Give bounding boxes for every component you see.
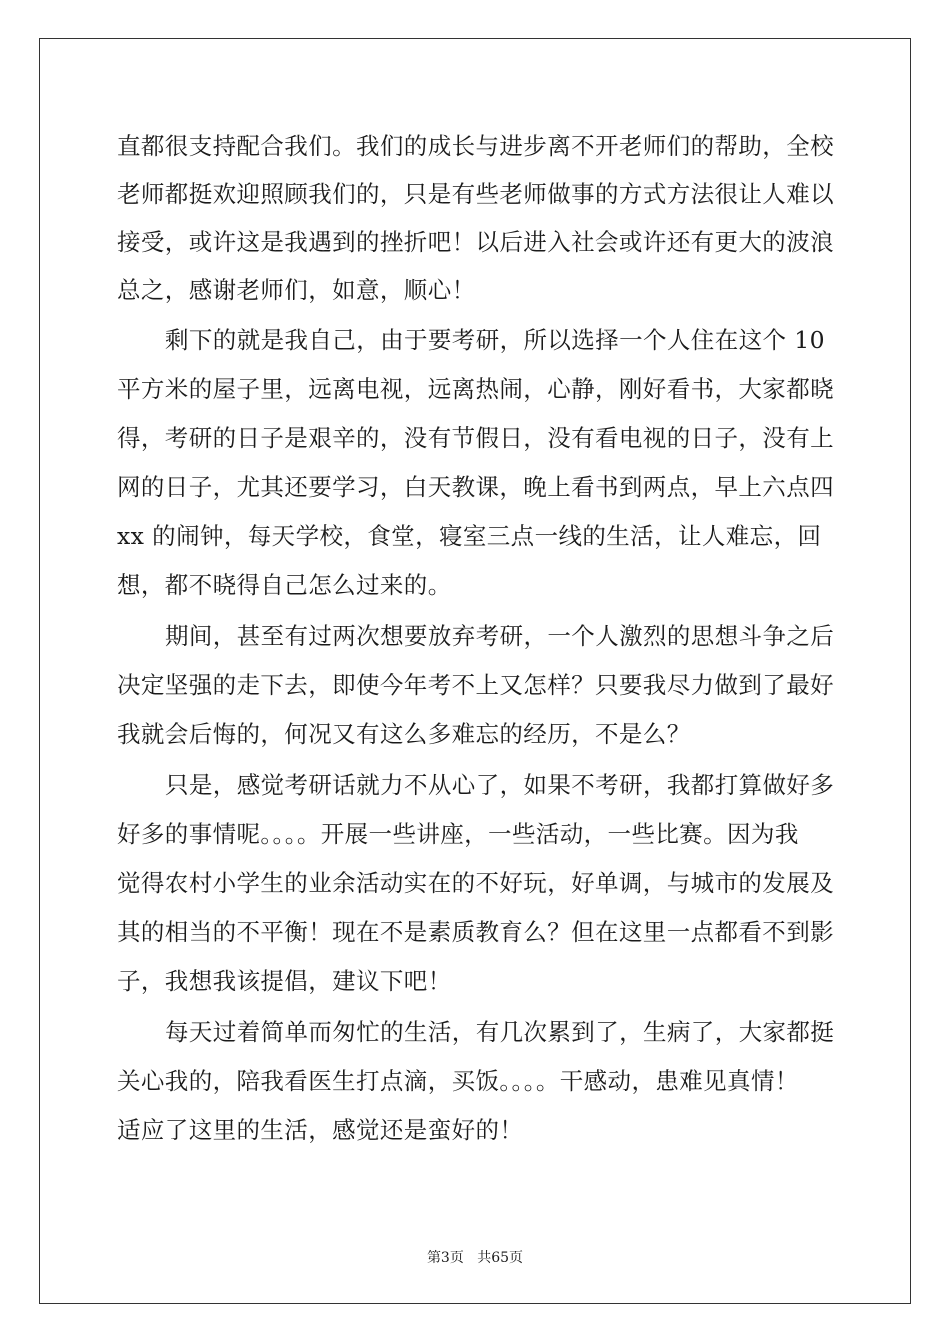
page-total: 共65页: [477, 1250, 524, 1266]
page-footer: [0, 1247, 950, 1267]
text-line: 决定坚强的走下去，即使今年考不上又怎样？只要我尽力做到了最好: [117, 671, 834, 699]
paragraph-start-line: 剩下的就是我自己，由于要考研，所以选择一个人住在这个 10: [165, 326, 825, 354]
text-line: 接受，或许这是我遇到的挫折吧！以后进入社会或许还有更大的波浪: [117, 228, 834, 256]
text-line: 平方米的屋子里，远离电视，远离热闹，心静，刚好看书，大家都晓: [117, 375, 834, 403]
text-line: 觉得农村小学生的业余活动实在的不好玩，好单调，与城市的发展及: [117, 869, 834, 897]
paragraph-start-line: 每天过着简单而匆忙的生活，有几次累到了，生病了，大家都挺: [165, 1018, 835, 1046]
page-number: 第3页: [426, 1250, 464, 1266]
text-line: xx 的闹钟，每天学校，食堂，寝室三点一线的生活，让人难忘，回: [117, 522, 822, 550]
text-line: 好多的事情呢。。。。开展一些讲座，一些活动，一些比赛。因为我: [117, 820, 799, 848]
text-line: 关心我的，陪我看医生打点滴，买饭。。。。干感动，患难见真情！: [117, 1067, 799, 1095]
text-line: 想，都不晓得自己怎么过来的。: [117, 571, 452, 599]
text-line: 得，考研的日子是艰辛的，没有节假日，没有看电视的日子，没有上: [117, 424, 834, 452]
text-line: 网的日子，尤其还要学习，白天教课，晚上看书到两点，早上六点四: [117, 473, 834, 501]
text-line: 子，我想我该提倡，建议下吧！: [117, 967, 452, 995]
text-line: 适应了这里的生活，感觉还是蛮好的！: [117, 1116, 524, 1144]
text-line: 我就会后悔的，何况又有这么多难忘的经历，不是么？: [117, 720, 691, 748]
text-line: 直都很支持配合我们。我们的成长与进步离不开老师们的帮助，全校: [117, 132, 834, 160]
paragraph-start-line: 期间，甚至有过两次想要放弃考研，一个人激烈的思想斗争之后: [165, 622, 835, 650]
text-line: 总之，感谢老师们，如意，顺心！: [117, 276, 476, 304]
text-line: 其的相当的不平衡！现在不是素质教育么？但在这里一点都看不到影: [117, 918, 834, 946]
paragraph-start-line: 只是，感觉考研话就力不从心了，如果不考研，我都打算做好多: [165, 771, 835, 799]
text-line: 老师都挺欢迎照顾我们的，只是有些老师做事的方式方法很让人难以: [117, 180, 834, 208]
